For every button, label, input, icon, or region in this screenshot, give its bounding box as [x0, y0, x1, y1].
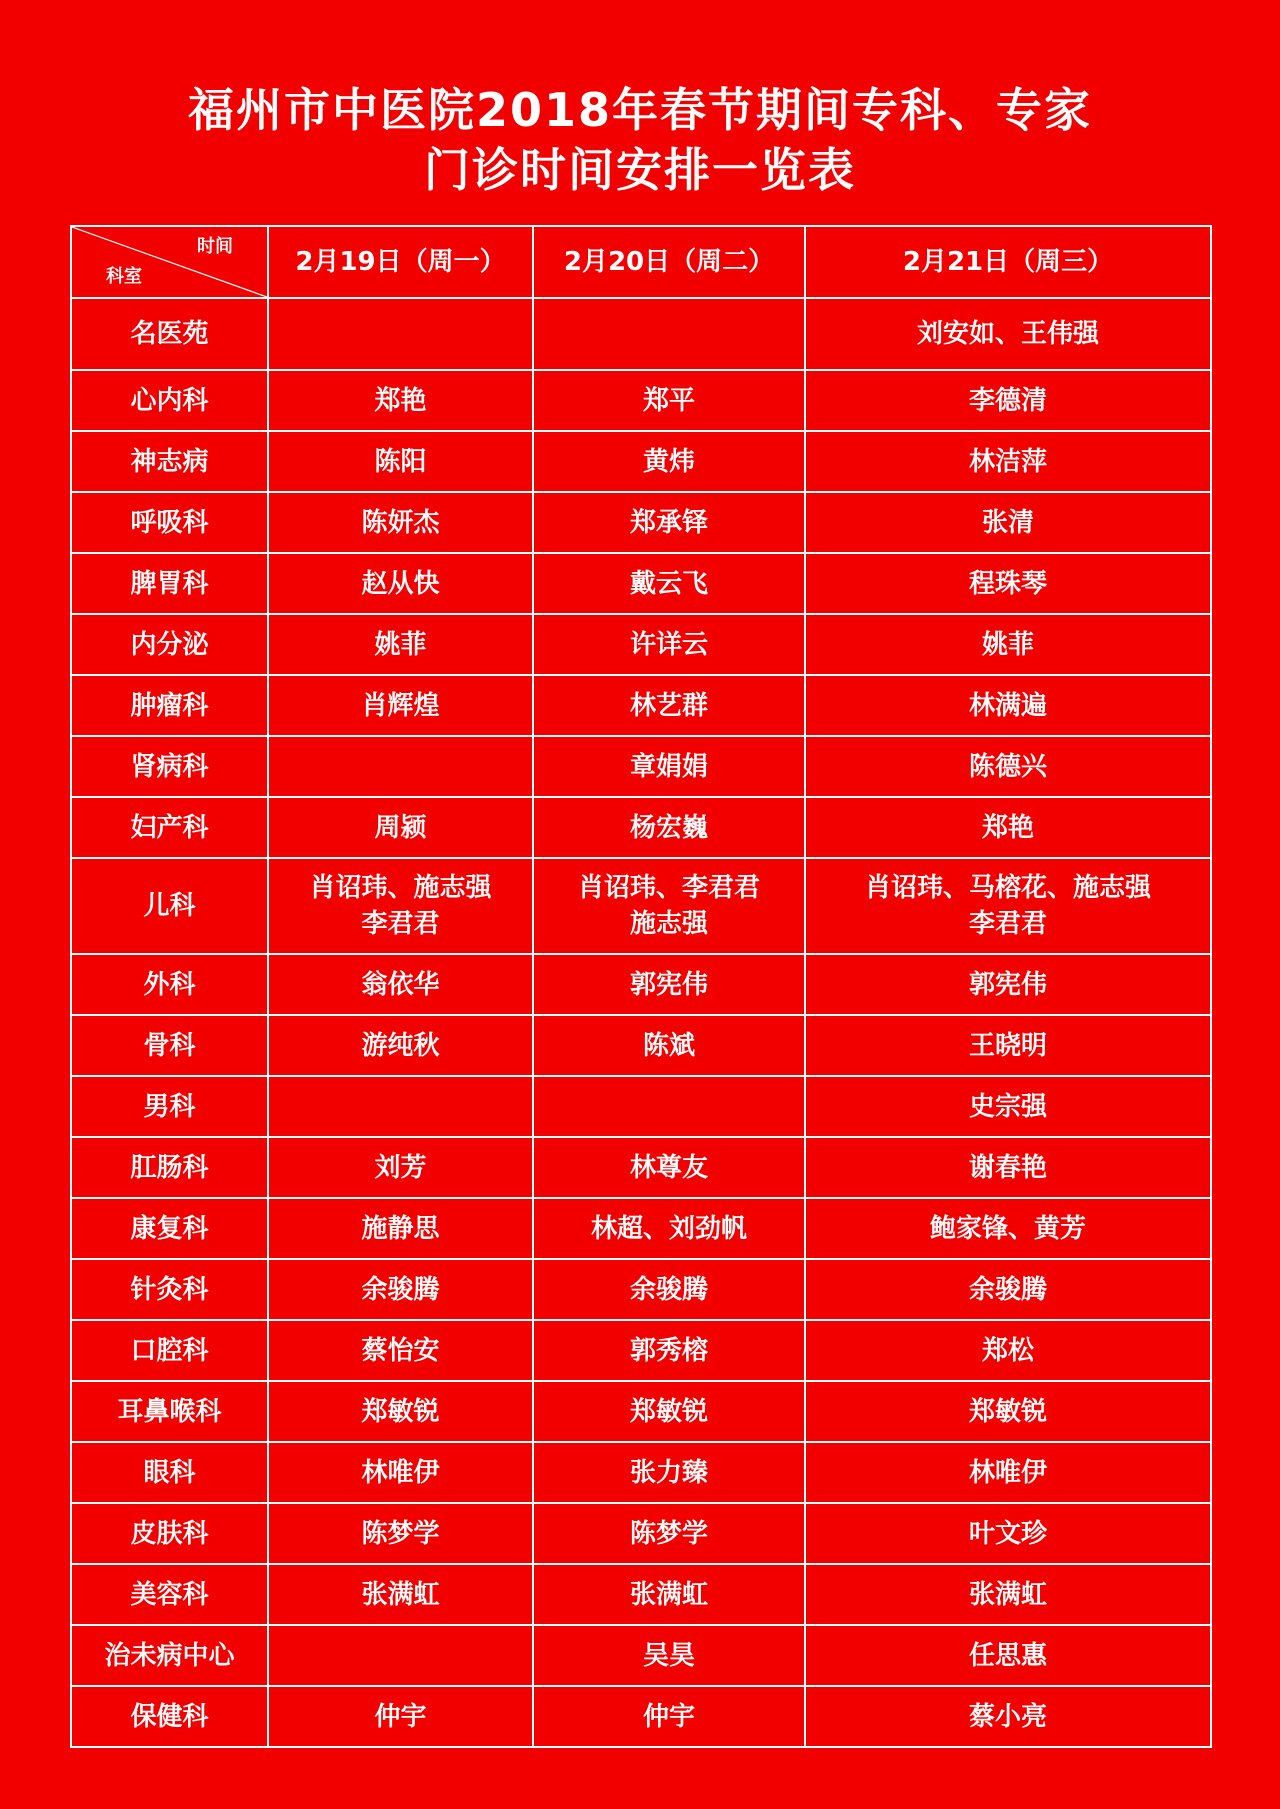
- doctor-cell-day-2: [533, 1015, 805, 1076]
- schedule-body: [71, 298, 1211, 1747]
- corner-dept-label: 科室: [106, 266, 142, 287]
- doctor-names: 余骏腾: [968, 1274, 1047, 1305]
- doctor-names: 刘安如、王伟强: [916, 319, 1099, 349]
- doctor-cell-day-3: [805, 858, 1211, 954]
- doctor-names: 陈德兴: [968, 751, 1047, 782]
- doctor-names: 任思惠: [968, 1640, 1047, 1671]
- doctor-cell-day-3: [805, 1320, 1211, 1381]
- dept-cell: 眼科: [71, 1442, 268, 1503]
- doctor-names: 李德清: [968, 385, 1047, 416]
- table-row: [71, 1625, 1211, 1686]
- doctor-cell-day-3: [805, 1503, 1211, 1564]
- doctor-names: 程珠琴: [968, 568, 1047, 599]
- dept-cell: 内分泌: [71, 614, 268, 675]
- dept-cell: 呼吸科: [71, 492, 268, 553]
- header-date-3: 2月21日（周三）: [805, 226, 1211, 298]
- doctor-names: 余骏腾: [361, 1274, 440, 1305]
- doctor-names: 许详云: [629, 629, 708, 660]
- doctor-names: 郭宪伟: [629, 969, 708, 1000]
- doctor-cell-day-1: [268, 614, 533, 675]
- doctor-names: 肖诏玮、李君君: [577, 873, 760, 903]
- doctor-cell-day-1: [268, 1503, 533, 1564]
- doctor-cell-day-1: [268, 954, 533, 1015]
- doctor-names: 蔡小亮: [968, 1701, 1047, 1732]
- doctor-names: 鲍家锋、黄芳: [929, 1213, 1086, 1244]
- doctor-names: 李君君: [968, 909, 1047, 939]
- dept-cell: 外科: [71, 954, 268, 1015]
- table-row: [71, 370, 1211, 431]
- dept-cell: 妇产科: [71, 797, 268, 858]
- doctor-names: 王晓明: [968, 1030, 1047, 1061]
- doctor-cell-day-2: [533, 1259, 805, 1320]
- dept-cell: 心内科: [71, 370, 268, 431]
- table-row: [71, 858, 1211, 954]
- doctor-names: 陈梦学: [629, 1518, 708, 1549]
- doctor-cell-day-2: [533, 1381, 805, 1442]
- doctor-cell-day-2: [533, 1137, 805, 1198]
- dept-cell: 神志病: [71, 431, 268, 492]
- doctor-names: 姚菲: [981, 629, 1034, 660]
- doctor-cell-day-1: [268, 736, 533, 797]
- table-row: [71, 1137, 1211, 1198]
- dept-cell: 针灸科: [71, 1259, 268, 1320]
- doctor-cell-day-2: [533, 553, 805, 614]
- doctor-cell-day-1: [268, 797, 533, 858]
- doctor-cell-day-1: [268, 1015, 533, 1076]
- title-line-1: 福州市中医院2018年春节期间专科、专家: [187, 83, 1093, 137]
- diagonal-divider: [72, 227, 267, 297]
- doctor-names: 林超、刘劲帆: [590, 1213, 747, 1244]
- doctor-cell-day-2: [533, 1320, 805, 1381]
- dept-cell: 肾病科: [71, 736, 268, 797]
- doctor-names: 黄炜: [642, 446, 695, 477]
- doctor-names: 肖辉煌: [361, 690, 440, 721]
- doctor-cell-day-2: [533, 298, 805, 370]
- doctor-names: 肖诏玮、施志强: [309, 873, 492, 903]
- dept-cell: 脾胃科: [71, 553, 268, 614]
- table-row: [71, 1320, 1211, 1381]
- doctor-names: 施志强: [629, 909, 708, 939]
- doctor-cell-day-3: [805, 1381, 1211, 1442]
- doctor-names: 余骏腾: [629, 1274, 708, 1305]
- dept-cell: 口腔科: [71, 1320, 268, 1381]
- dept-cell: 儿科: [71, 858, 268, 954]
- doctor-cell-day-3: [805, 797, 1211, 858]
- doctor-names: 郑平: [642, 385, 695, 416]
- doctor-cell-day-3: [805, 1442, 1211, 1503]
- doctor-names: 林满遍: [968, 690, 1047, 721]
- doctor-cell-day-1: [268, 1259, 533, 1320]
- doctor-cell-day-2: [533, 675, 805, 736]
- table-row: [71, 553, 1211, 614]
- table-row: [71, 614, 1211, 675]
- doctor-names: 章娟娟: [629, 751, 708, 782]
- corner-cell: [71, 226, 268, 298]
- schedule-table: [70, 225, 1212, 1748]
- table-row: [71, 736, 1211, 797]
- doctor-names: 周颍: [374, 812, 427, 843]
- table-row: [71, 492, 1211, 553]
- table-row: [71, 954, 1211, 1015]
- title-line-2: 门诊时间安排一览表: [424, 143, 856, 197]
- dept-cell: 美容科: [71, 1564, 268, 1625]
- doctor-names: 杨宏巍: [629, 812, 708, 843]
- doctor-cell-day-3: [805, 954, 1211, 1015]
- doctor-cell-day-2: [533, 370, 805, 431]
- doctor-names: 蔡怡安: [361, 1335, 440, 1366]
- doctor-cell-day-2: [533, 858, 805, 954]
- doctor-names: 史宗强: [968, 1091, 1047, 1122]
- doctor-names: 谢春艳: [968, 1152, 1047, 1183]
- doctor-cell-day-1: [268, 1076, 533, 1137]
- doctor-names: 郑艳: [374, 385, 427, 416]
- doctor-names: 李君君: [361, 909, 440, 939]
- doctor-names: 郑松: [981, 1335, 1034, 1366]
- doctor-cell-day-1: [268, 492, 533, 553]
- dept-cell: 肛肠科: [71, 1137, 268, 1198]
- corner-time-label: 时间: [197, 236, 233, 257]
- doctor-names: 陈阳: [374, 446, 427, 477]
- doctor-cell-day-2: [533, 954, 805, 1015]
- doctor-names: 叶文珍: [968, 1518, 1047, 1549]
- dept-cell: 康复科: [71, 1198, 268, 1259]
- doctor-names: 郑承铎: [629, 507, 708, 538]
- doctor-cell-day-2: [533, 1625, 805, 1686]
- doctor-cell-day-2: [533, 1503, 805, 1564]
- dept-cell: 男科: [71, 1076, 268, 1137]
- table-row: [71, 1503, 1211, 1564]
- dept-cell: 保健科: [71, 1686, 268, 1747]
- doctor-cell-day-2: [533, 797, 805, 858]
- doctor-cell-day-2: [533, 1198, 805, 1259]
- doctor-names: 张满虹: [629, 1579, 708, 1610]
- doctor-names: 游纯秋: [361, 1030, 440, 1061]
- doctor-cell-day-3: [805, 1625, 1211, 1686]
- doctor-cell-day-1: [268, 1564, 533, 1625]
- doctor-names: 仲宇: [642, 1701, 695, 1732]
- table-row: [71, 1686, 1211, 1747]
- doctor-cell-day-3: [805, 431, 1211, 492]
- doctor-names: 吴昊: [642, 1640, 695, 1671]
- doctor-names: 陈梦学: [361, 1518, 440, 1549]
- doctor-cell-day-3: [805, 1686, 1211, 1747]
- doctor-cell-day-2: [533, 1076, 805, 1137]
- doctor-names: 郑敏锐: [629, 1396, 708, 1427]
- doctor-cell-day-2: [533, 614, 805, 675]
- doctor-cell-day-1: [268, 431, 533, 492]
- doctor-cell-day-3: [805, 1015, 1211, 1076]
- doctor-names: 肖诏玮、马榕花、施志强: [864, 873, 1151, 903]
- table-row: [71, 1259, 1211, 1320]
- doctor-cell-day-2: [533, 1686, 805, 1747]
- dept-cell: 肿瘤科: [71, 675, 268, 736]
- doctor-names: 陈妍杰: [361, 507, 440, 538]
- doctor-cell-day-1: [268, 858, 533, 954]
- table-row: [71, 1442, 1211, 1503]
- doctor-cell-day-2: [533, 431, 805, 492]
- doctor-cell-day-3: [805, 1564, 1211, 1625]
- doctor-names: 施静思: [361, 1213, 440, 1244]
- doctor-cell-day-3: [805, 1259, 1211, 1320]
- table-row: [71, 431, 1211, 492]
- doctor-names: 刘芳: [374, 1152, 427, 1183]
- doctor-names: 林唯伊: [361, 1457, 440, 1488]
- doctor-cell-day-1: [268, 1198, 533, 1259]
- doctor-cell-day-1: [268, 1381, 533, 1442]
- doctor-names: 林洁萍: [968, 446, 1047, 477]
- doctor-cell-day-3: [805, 736, 1211, 797]
- table-row: [71, 797, 1211, 858]
- doctor-cell-day-1: [268, 1320, 533, 1381]
- doctor-cell-day-3: [805, 1137, 1211, 1198]
- doctor-cell-day-1: [268, 553, 533, 614]
- doctor-names: 郑艳: [981, 812, 1034, 843]
- dept-cell: 耳鼻喉科: [71, 1381, 268, 1442]
- doctor-cell-day-2: [533, 736, 805, 797]
- doctor-cell-day-2: [533, 492, 805, 553]
- dept-cell: 骨科: [71, 1015, 268, 1076]
- doctor-cell-day-3: [805, 1198, 1211, 1259]
- table-row: [71, 1564, 1211, 1625]
- doctor-cell-day-3: [805, 492, 1211, 553]
- doctor-cell-day-1: [268, 1442, 533, 1503]
- doctor-cell-day-3: [805, 614, 1211, 675]
- doctor-names: 林唯伊: [968, 1457, 1047, 1488]
- page-title: [0, 80, 1280, 200]
- header-date-1: 2月19日（周一）: [268, 226, 533, 298]
- doctor-cell-day-3: [805, 298, 1211, 370]
- doctor-cell-day-1: [268, 1686, 533, 1747]
- doctor-cell-day-3: [805, 1076, 1211, 1137]
- doctor-names: 戴云飞: [629, 568, 708, 599]
- doctor-cell-day-3: [805, 675, 1211, 736]
- doctor-names: 翁依华: [361, 969, 440, 1000]
- doctor-names: 郭宪伟: [968, 969, 1047, 1000]
- doctor-cell-day-3: [805, 553, 1211, 614]
- doctor-names: 仲宇: [374, 1701, 427, 1732]
- table-row: [71, 675, 1211, 736]
- table-row: [71, 298, 1211, 370]
- doctor-names: 赵从快: [361, 568, 440, 599]
- header-row: [71, 226, 1211, 298]
- doctor-cell-day-1: [268, 675, 533, 736]
- doctor-names: 林艺群: [629, 690, 708, 721]
- table-row: [71, 1381, 1211, 1442]
- doctor-names: 郭秀榕: [629, 1335, 708, 1366]
- doctor-names: 姚菲: [374, 629, 427, 660]
- table-row: [71, 1198, 1211, 1259]
- doctor-names: 张清: [981, 507, 1034, 538]
- header-date-2: 2月20日（周二）: [533, 226, 805, 298]
- doctor-cell-day-1: [268, 1137, 533, 1198]
- dept-cell: 治未病中心: [71, 1625, 268, 1686]
- doctor-names: 林尊友: [629, 1152, 708, 1183]
- doctor-cell-day-2: [533, 1442, 805, 1503]
- dept-cell: 皮肤科: [71, 1503, 268, 1564]
- doctor-cell-day-1: [268, 370, 533, 431]
- doctor-names: 张力臻: [629, 1457, 708, 1488]
- dept-cell: 名医苑: [71, 298, 268, 370]
- doctor-cell-day-2: [533, 1564, 805, 1625]
- doctor-names: 陈斌: [642, 1030, 695, 1061]
- doctor-cell-day-1: [268, 298, 533, 370]
- doctor-cell-day-3: [805, 370, 1211, 431]
- doctor-names: 郑敏锐: [361, 1396, 440, 1427]
- table-row: [71, 1015, 1211, 1076]
- doctor-names: 张满虹: [968, 1579, 1047, 1610]
- doctor-names: 张满虹: [361, 1579, 440, 1610]
- doctor-cell-day-1: [268, 1625, 533, 1686]
- doctor-names: 郑敏锐: [968, 1396, 1047, 1427]
- table-row: [71, 1076, 1211, 1137]
